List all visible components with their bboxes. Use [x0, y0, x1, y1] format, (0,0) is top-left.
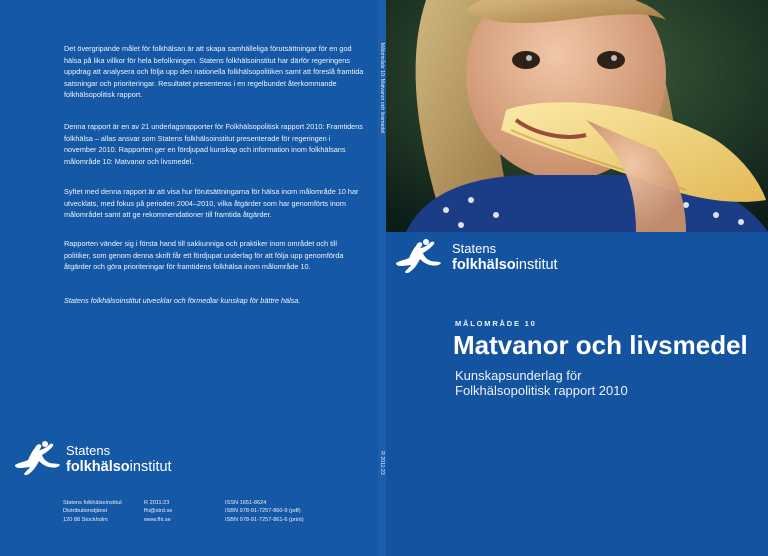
report-subtitle — [455, 368, 628, 398]
logo-line-2 — [66, 459, 172, 475]
back-paragraph-3: Syftet med denna rapport är att visa hur förutsättningarna för hälsa inom målområde 10 har utvecklats, med fokus på perioden 2004–2010, vilka åtgärder som har genomförts inom målområdet samt att ge rekommendationer till framtida åtgärder. — [64, 187, 359, 220]
back-paragraph-1: Det övergripande målet för folkhälsan är att skapa samhälleliga förutsättningar för en god hälsa på lika villkor för hela befolkningen. Statens folkhälsoinstitut har därför regeringens uppdrag att analysera och följa upp den nationella folkhälsopolitiken samt att föreslå framtida satsningar och prioriteringar. Resultatet presenteras i en regelbundet återkommande folkhälsopolitisk rapport. — [64, 44, 364, 100]
logo-bold-part: folkhälso — [452, 257, 516, 273]
contact-isbn — [225, 499, 304, 524]
back-logo — [12, 440, 212, 480]
spine-title: Målområde 10: Matvanor och livsmedel — [379, 42, 385, 134]
order-line: R 2011:23 — [144, 500, 170, 506]
back-paragraph-2: Denna rapport är en av 21 underlagsrapporter för Folkhälsopolitisk rapport 2010: Framtidens folkhälsa – allas ansvar som Statens folkhälsoinstitut presenterade för regeringen i november 2010. Rapporten ger en fördjupad kunskap och information inom folkhälsans målområde 10: Matvanor och livsmedel. — [64, 122, 363, 166]
address-line: Statens folkhälsoinstitut — [63, 500, 122, 506]
jumping-figure-logo-icon — [12, 440, 62, 478]
spine-report-number: R 2011:23 — [379, 451, 385, 475]
address-line: Distributionstjänst — [63, 508, 108, 515]
isbn-line: ISSN 1651-8624 — [225, 500, 267, 506]
logo-line-1: Statens — [66, 443, 111, 458]
logo-regular-part: institut — [515, 257, 558, 273]
subtitle-line-1: Kunskapsunderlag för — [455, 368, 582, 383]
front-logo — [390, 238, 610, 278]
back-tagline: Statens folkhälsoinstitut utvecklar och förmedlar kunskap för bättre hälsa. — [64, 296, 301, 305]
cover-photo — [386, 0, 768, 232]
logo-line-1: Statens — [452, 241, 497, 256]
isbn-line: ISBN 978-91-7257-860-9 (pdf) — [225, 508, 301, 515]
logo-bold-part: folkhälso — [66, 459, 130, 475]
section-kicker: MÅLOMRÅDE 10 — [455, 319, 537, 328]
back-paragraph-4: Rapporten vänder sig i första hand till sakkunniga och praktiker inom området och till politiker, som genom denna skrift får ett fördjupat underlag för att följa upp genomförda åtgärder och göra prioriteringar för framtidens folkhälsa inom målområde 10. — [64, 239, 344, 272]
child-eating-melon-photo-icon — [386, 0, 768, 232]
contact-address — [63, 499, 122, 524]
logo-regular-part: institut — [129, 459, 172, 475]
isbn-line: ISBN 978-91-7257-861-6 (print) — [225, 516, 304, 523]
back-cover — [0, 0, 382, 556]
report-title: Matvanor och livsmedel — [453, 330, 748, 360]
address-line: 120 88 Stockholm — [63, 516, 108, 523]
subtitle-line-2: Folkhälsopolitisk rapport 2010 — [455, 383, 628, 398]
logo-line-2 — [452, 257, 558, 273]
jumping-figure-logo-icon — [390, 238, 446, 276]
order-line: fhi@strd.se — [144, 508, 173, 515]
contact-order — [144, 499, 172, 524]
order-line: www.fhi.se — [144, 516, 171, 523]
